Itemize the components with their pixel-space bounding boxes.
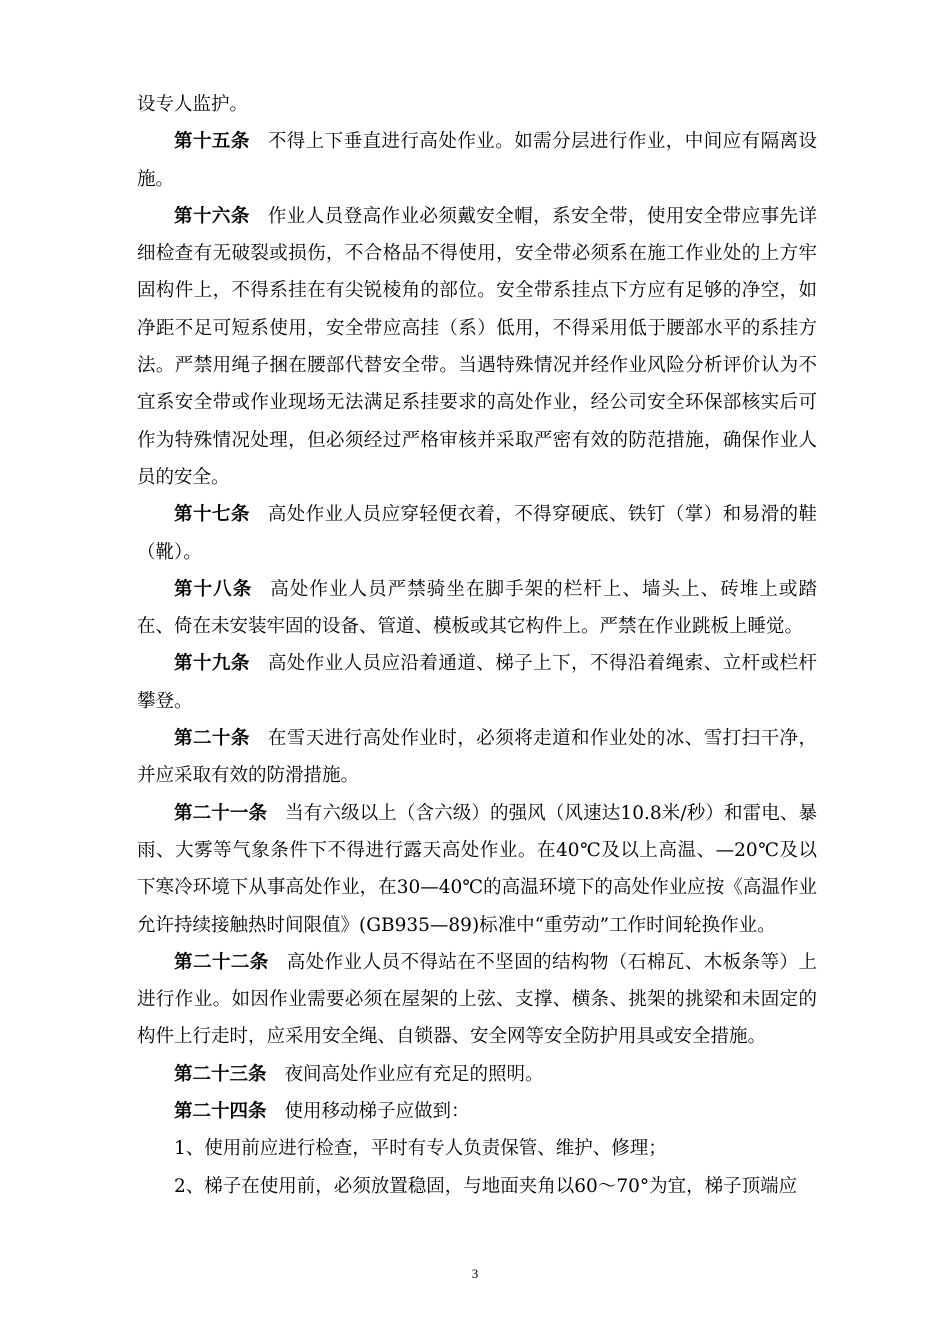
- article-text: 夜间高处作业应有充足的照明。: [284, 1063, 544, 1085]
- list-item: 2、梯子在使用前，必须放置稳固，与地面夹角以60～70°为宜，梯子顶端应: [174, 1175, 798, 1197]
- article-number: 第十五条: [174, 131, 250, 153]
- article-23: [137, 1056, 817, 1093]
- article-21: [137, 795, 817, 944]
- article-text: 作业人员登高作业必须戴安全帽，系安全带，使用安全带应事先详细检查有无破裂或损伤，不合格品不得使用，安全带必须系在施工作业处的上方牢固构件上，不得系挂在有尖锐棱角的部位。安全带系挂点下方应有足够的净空，如净距不足可短系使用，安全带应高挂（系）低用，不得采用低于腰部水平的系挂方法。严禁用绳子捆在腰部代替安全带。当遇特殊情况并经作业风险分析评价认为不宜系安全带或作业现场无法满足系挂要求的高处作业，经公司安全环保部核实后可作为特殊情况处理，但必须经过严格审核并采取严密有效的防范措施，确保作业人员的安全。: [137, 205, 817, 488]
- article-number: 第十九条: [174, 653, 250, 675]
- article-number: 第十八条: [174, 578, 253, 600]
- article-number: 第二十一条: [174, 802, 268, 824]
- page-number: 3: [471, 1266, 479, 1281]
- article-22: [137, 944, 817, 1056]
- article-number: 第十七条: [174, 504, 250, 526]
- article-17: [137, 496, 817, 571]
- article-text: 高处作业人员不得站在不坚固的结构物（石棉瓦、木板条等）上进行作业。如因作业需要必须在屋架的上弦、支撑、横条、挑架的挑梁和未固定的构件上行走时，应采用安全绳、自锁器、安全网等安全防护用具或安全措施。: [137, 951, 817, 1048]
- article-24: [137, 1093, 817, 1130]
- article-text: 使用移动梯子应做到：: [284, 1101, 470, 1123]
- article-number: 第十六条: [174, 205, 250, 227]
- article-text: 当有六级以上（含六级）的强风（风速达10.8米/秒）和雷电、暴雨、大雾等气象条件下不得进行露天高处作业。在40℃及以上高温、—20℃及以下寒冷环境下从事高处作业，在30—40℃的高温环境下的高处作业应按《高温作业允许持续接触热时间限值》(GB935—89)标准中“重劳动”工作时间轮换作业。: [137, 802, 817, 936]
- article-number: 第二十四条: [174, 1101, 267, 1123]
- article-text: 高处作业人员应沿着通道、梯子上下，不得沿着绳索、立杆或栏杆攀登。: [137, 653, 817, 712]
- article-text: 在雪天进行高处作业时，必须将走道和作业处的冰、雪打扫干净，并应采取有效的防滑措施。: [137, 728, 817, 787]
- article-20: [137, 720, 817, 795]
- article-15: [137, 123, 817, 198]
- article-text: 高处作业人员严禁骑坐在脚手架的栏杆上、墙头上、砖堆上或踏在、倚在未安装牢固的设备、管道、模板或其它构件上。严禁在作业跳板上睡觉。: [137, 578, 817, 638]
- list-item: 1、使用前应进行检查，平时有专人负责保管、维护、修理；: [174, 1138, 667, 1160]
- article-text: 高处作业人员应穿轻便衣着，不得穿硬底、铁钉（掌）和易滑的鞋（靴）。: [137, 504, 817, 563]
- article-number: 第二十条: [174, 728, 250, 750]
- article-16: [137, 198, 817, 496]
- article-number: 第二十二条: [174, 951, 269, 973]
- article-number: 第二十三条: [174, 1063, 267, 1085]
- article-text: 不得上下垂直进行高处作业。如需分层进行作业，中间应有隔离设施。: [137, 131, 817, 190]
- article-18: [137, 571, 817, 646]
- article-19: [137, 645, 817, 720]
- document-body: [137, 86, 817, 1205]
- lead-paragraph: 设专人监护。: [137, 94, 249, 115]
